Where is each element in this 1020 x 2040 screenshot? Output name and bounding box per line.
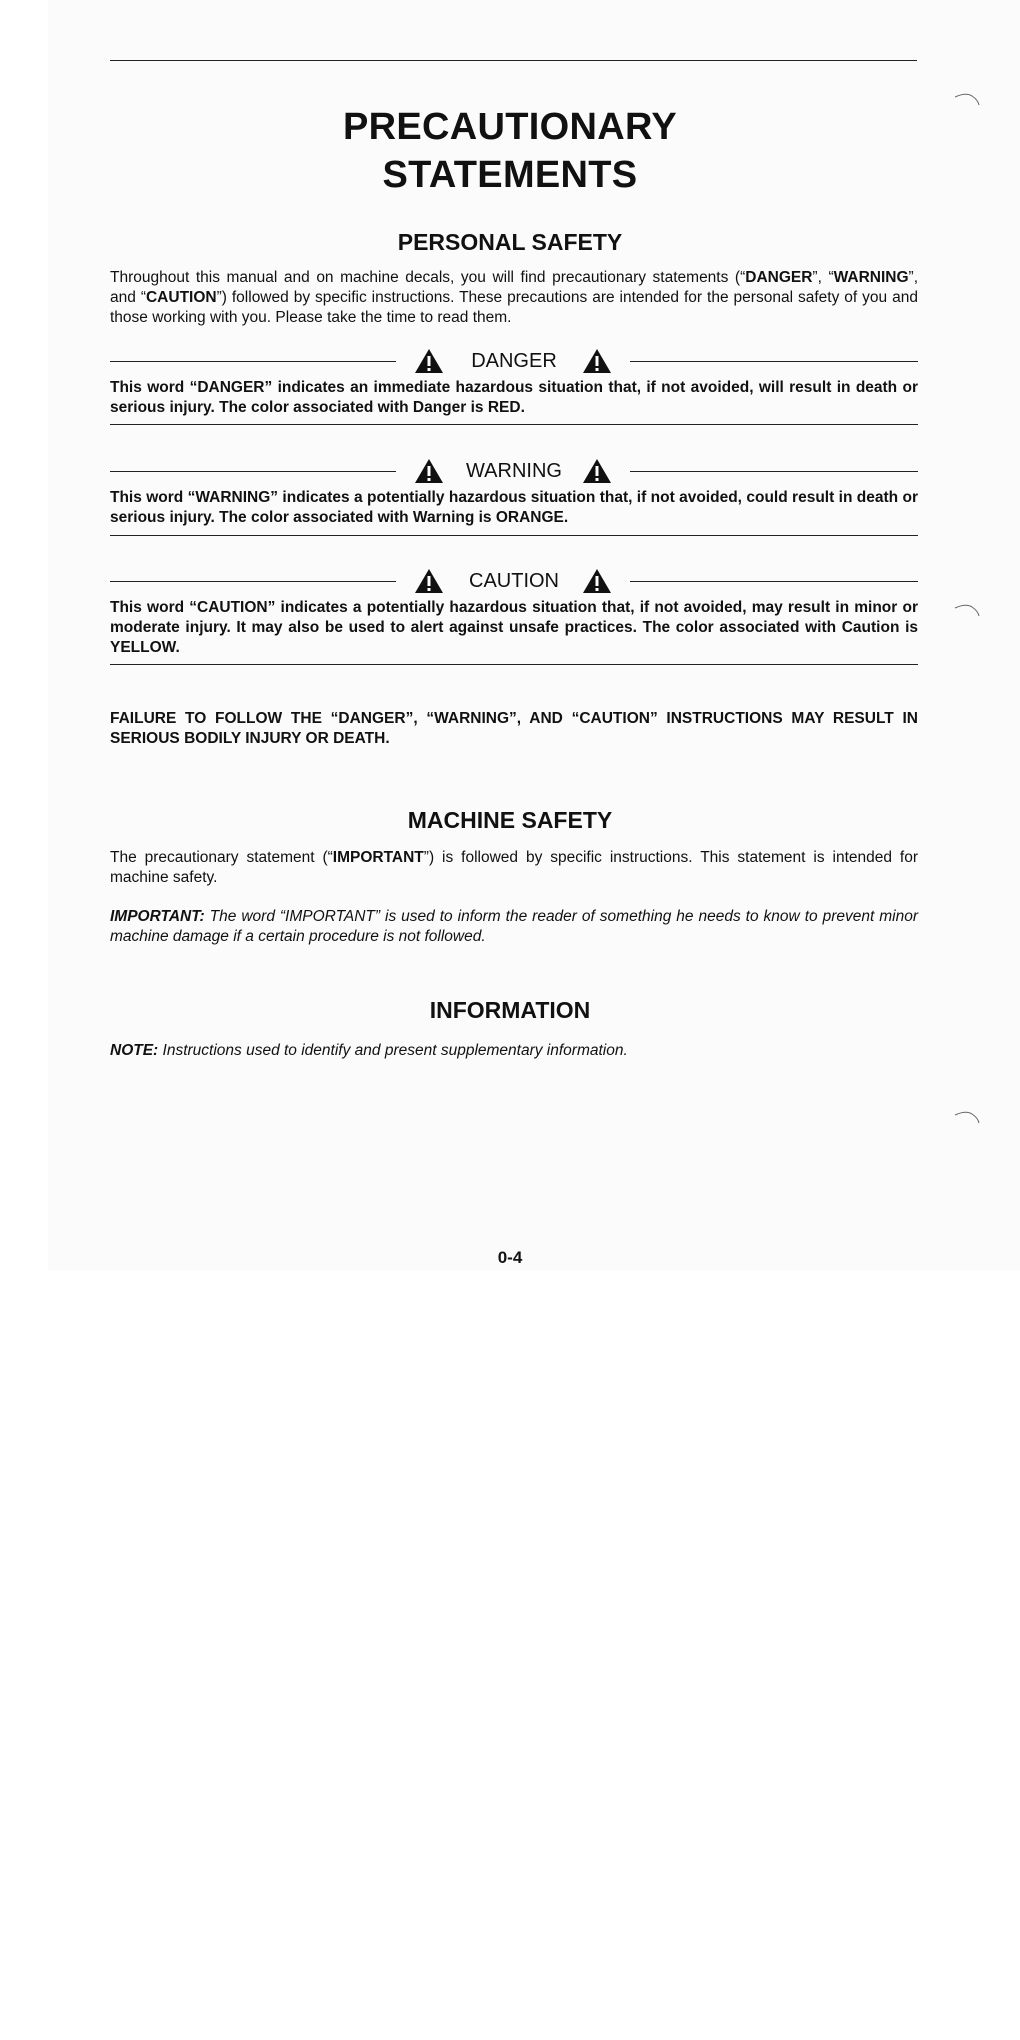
signal-line-right xyxy=(630,581,918,582)
caution-signal-row xyxy=(110,566,918,596)
intro-warning: WARNING xyxy=(833,269,909,286)
personal-safety-heading: PERSONAL SAFETY xyxy=(397,229,623,255)
important-note xyxy=(110,907,918,947)
signal-word-danger: DANGER xyxy=(471,350,557,372)
warning-triangle-icon xyxy=(582,568,612,594)
failure-notice: FAILURE TO FOLLOW THE “DANGER”, “WARNING”, AND “CAUTION” INSTRUCTIONS MAY RESULT IN SERIOUS BODILY INJURY OR DEATH. xyxy=(110,710,918,747)
note-label: NOTE: xyxy=(110,1042,159,1059)
margin-mark xyxy=(954,603,980,617)
margin-mark xyxy=(954,92,980,106)
page-number: 0-4 xyxy=(497,1248,523,1267)
machine-safety-intro xyxy=(110,848,918,888)
signal-line-right xyxy=(630,361,918,362)
warning-bottom-rule xyxy=(110,535,918,536)
caution-description: This word “CAUTION” indicates a potentially hazardous situation that, if not avoided, may result in minor or moderate injury. It may also be used to alert against unsafe practices. The color associated with Caution is YELLOW. xyxy=(110,599,918,656)
note-text: Instructions used to identify and present supplementary information. xyxy=(158,1042,628,1059)
danger-signal-row xyxy=(110,346,918,376)
important-text: The word “IMPORTANT” is used to inform the reader of something he needs to know to prevent minor machine damage if a certain procedure is not followed. xyxy=(110,908,918,945)
machine-intro-important: IMPORTANT xyxy=(332,849,424,866)
personal-safety-intro xyxy=(110,268,918,328)
signal-line-left xyxy=(110,471,396,472)
intro-text-1: Throughout this manual and on machine decals, you will find precautionary statements (“ xyxy=(110,269,746,286)
danger-bottom-rule xyxy=(110,424,918,425)
margin-mark xyxy=(954,1110,980,1124)
intro-text-3: ”, and “ xyxy=(110,269,918,306)
signal-word-caution: CAUTION xyxy=(469,570,559,592)
caution-bottom-rule xyxy=(110,664,918,665)
signal-word-warning: WARNING xyxy=(466,460,562,482)
warning-signal-row xyxy=(110,456,918,486)
signal-line-left xyxy=(110,581,396,582)
top-rule xyxy=(110,60,917,61)
important-label: IMPORTANT: xyxy=(110,908,205,925)
information-heading: INFORMATION xyxy=(429,997,591,1023)
machine-intro-text-2: ”) is followed by specific instructions. This statement is intended for machine safety. xyxy=(110,849,918,886)
machine-intro-text-1: The precautionary statement (“ xyxy=(110,849,333,866)
warning-triangle-icon xyxy=(582,458,612,484)
warning-description: This word “WARNING” indicates a potentially hazardous situation that, if not avoided, could result in death or serious injury. The color associated with Warning is ORANGE. xyxy=(110,489,918,526)
intro-text-2: ”, “ xyxy=(812,269,834,286)
warning-triangle-icon xyxy=(414,568,444,594)
machine-safety-heading: MACHINE SAFETY xyxy=(407,807,613,833)
warning-triangle-icon xyxy=(414,458,444,484)
warning-triangle-icon xyxy=(414,348,444,374)
intro-caution: CAUTION xyxy=(145,289,217,306)
danger-description: This word “DANGER” indicates an immediate hazardous situation that, if not avoided, will result in death or serious injury. The color associated with Danger is RED. xyxy=(110,379,918,416)
page-title-line-2: STATEMENTS xyxy=(382,154,638,196)
intro-text-4: ”) followed by specific instructions. These precautions are intended for the personal safety of you and those working with you. Please take the time to read them. xyxy=(110,289,918,326)
signal-line-right xyxy=(630,471,918,472)
intro-danger: DANGER xyxy=(745,269,813,286)
signal-line-left xyxy=(110,361,396,362)
warning-triangle-icon xyxy=(582,348,612,374)
information-note xyxy=(110,1041,918,1061)
page-title-line-1: PRECAUTIONARY xyxy=(343,106,677,148)
